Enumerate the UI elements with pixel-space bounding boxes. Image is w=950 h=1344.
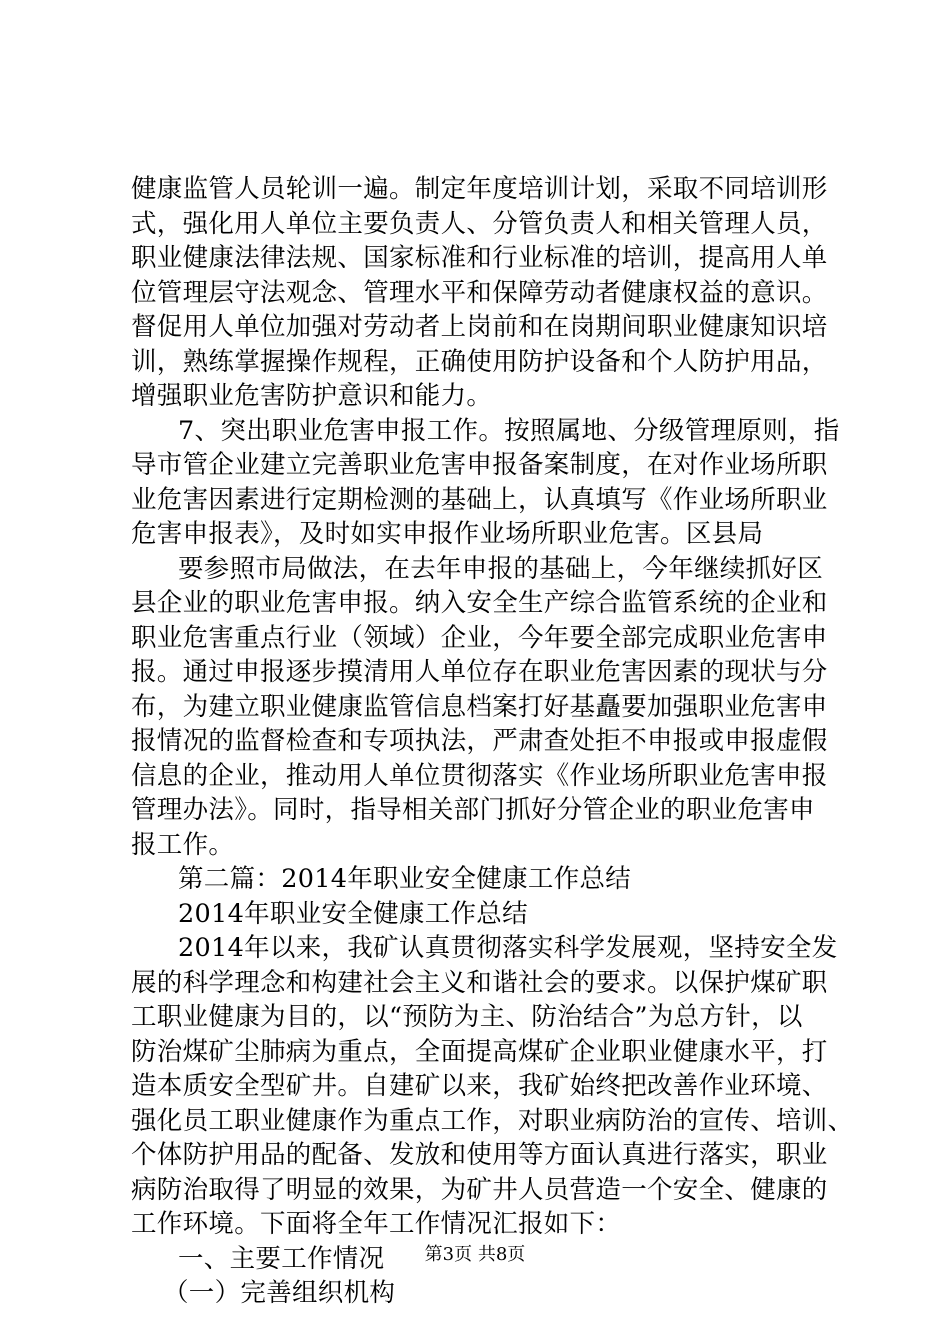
text-line: 报工作。 — [131, 829, 235, 860]
text-line: 第二篇：2014年职业安全健康工作总结 — [178, 864, 632, 894]
text-line: 工职业健康为目的，以“预防为主、防治结合”为总方针，以 — [131, 1002, 803, 1032]
text-line: 病防治取得了明显的效果，为矿井人员营造一个安全、健康的 — [131, 1174, 828, 1205]
text-line: 7、突出职业危害申报工作。按照属地、分级管理原则，指 — [178, 415, 840, 446]
text-line: 职业健康法律法规、国家标准和行业标准的培训，提高用人单 — [131, 243, 828, 273]
text-line: 造本质安全型矿井。自建矿以来，我矿始终把改善作业环境、 — [131, 1071, 828, 1101]
text-line: 位管理层守法观念、管理水平和保障劳动者健康权益的意识。 — [131, 277, 828, 308]
text-line: 督促用人单位加强对劳动者上岗前和在岗期间职业健康知识培 — [131, 312, 828, 342]
text-line: 报。通过申报逐步摸清用人单位存在职业危害因素的现状与分 — [131, 657, 828, 687]
text-line: 职业危害重点行业（领域）企业，今年要全部完成职业危害申 — [131, 622, 828, 653]
text-line: 信息的企业，推动用人单位贯彻落实《作业场所职业危害申报 — [131, 760, 828, 791]
text-line: 一、主要工作情况 — [178, 1243, 385, 1274]
text-line: 增强职业危害防护意识和能力。 — [131, 381, 493, 411]
text-line: 布，为建立职业健康监管信息档案打好基矗要加强职业危害申 — [131, 691, 828, 722]
text-line: 训，熟练掌握操作规程，正确使用防护设备和个人防护用品， — [131, 346, 828, 377]
text-line: 县企业的职业危害申报。纳入安全生产综合监管系统的企业和 — [131, 588, 828, 618]
text-line: 个体防护用品的配备、发放和使用等方面认真进行落实，职业 — [131, 1140, 828, 1170]
text-line: 展的科学理念和构建社会主义和谐社会的要求。以保护煤矿职 — [131, 967, 828, 998]
text-line: 2014年职业安全健康工作总结 — [178, 898, 528, 929]
text-line: 导市管企业建立完善职业危害申报备案制度，在对作业场所职 — [131, 450, 828, 480]
text-line: 报情况的监督检查和专项执法，严肃查处拒不申报或申报虚假 — [131, 726, 828, 756]
text-line: （一）完善组织机构 — [163, 1278, 396, 1308]
text-line: 要参照市局做法，在去年申报的基础上，今年继续抓好区 — [178, 553, 824, 584]
text-line: 健康监管人员轮训一遍。制定年度培训计划，采取不同培训形 — [131, 174, 828, 204]
page-number-label: 第3页 共8页 — [424, 1244, 526, 1265]
text-line: 防治煤矿尘肺病为重点，全面提高煤矿企业职业健康水平，打 — [131, 1036, 828, 1067]
text-line: 强化员工职业健康作为重点工作，对职业病防治的宣传、培训、 — [131, 1105, 854, 1136]
text-line: 危害申报表》，及时如实申报作业场所职业危害。区县局 — [131, 519, 764, 549]
text-line: 工作环境。下面将全年工作情况汇报如下： — [131, 1209, 622, 1239]
document-body — [131, 172, 854, 1311]
text-line: 业危害因素进行定期检测的基础上，认真填写《作业场所职业 — [131, 484, 828, 515]
text-line: 2014年以来，我矿认真贯彻落实科学发展观，坚持安全发 — [178, 933, 838, 963]
page-footer — [0, 1244, 950, 1266]
text-line: 式，强化用人单位主要负责人、分管负责人和相关管理人员， — [131, 208, 828, 239]
text-line: 管理办法》。同时，指导相关部门抓好分管企业的职业危害申 — [131, 795, 815, 825]
